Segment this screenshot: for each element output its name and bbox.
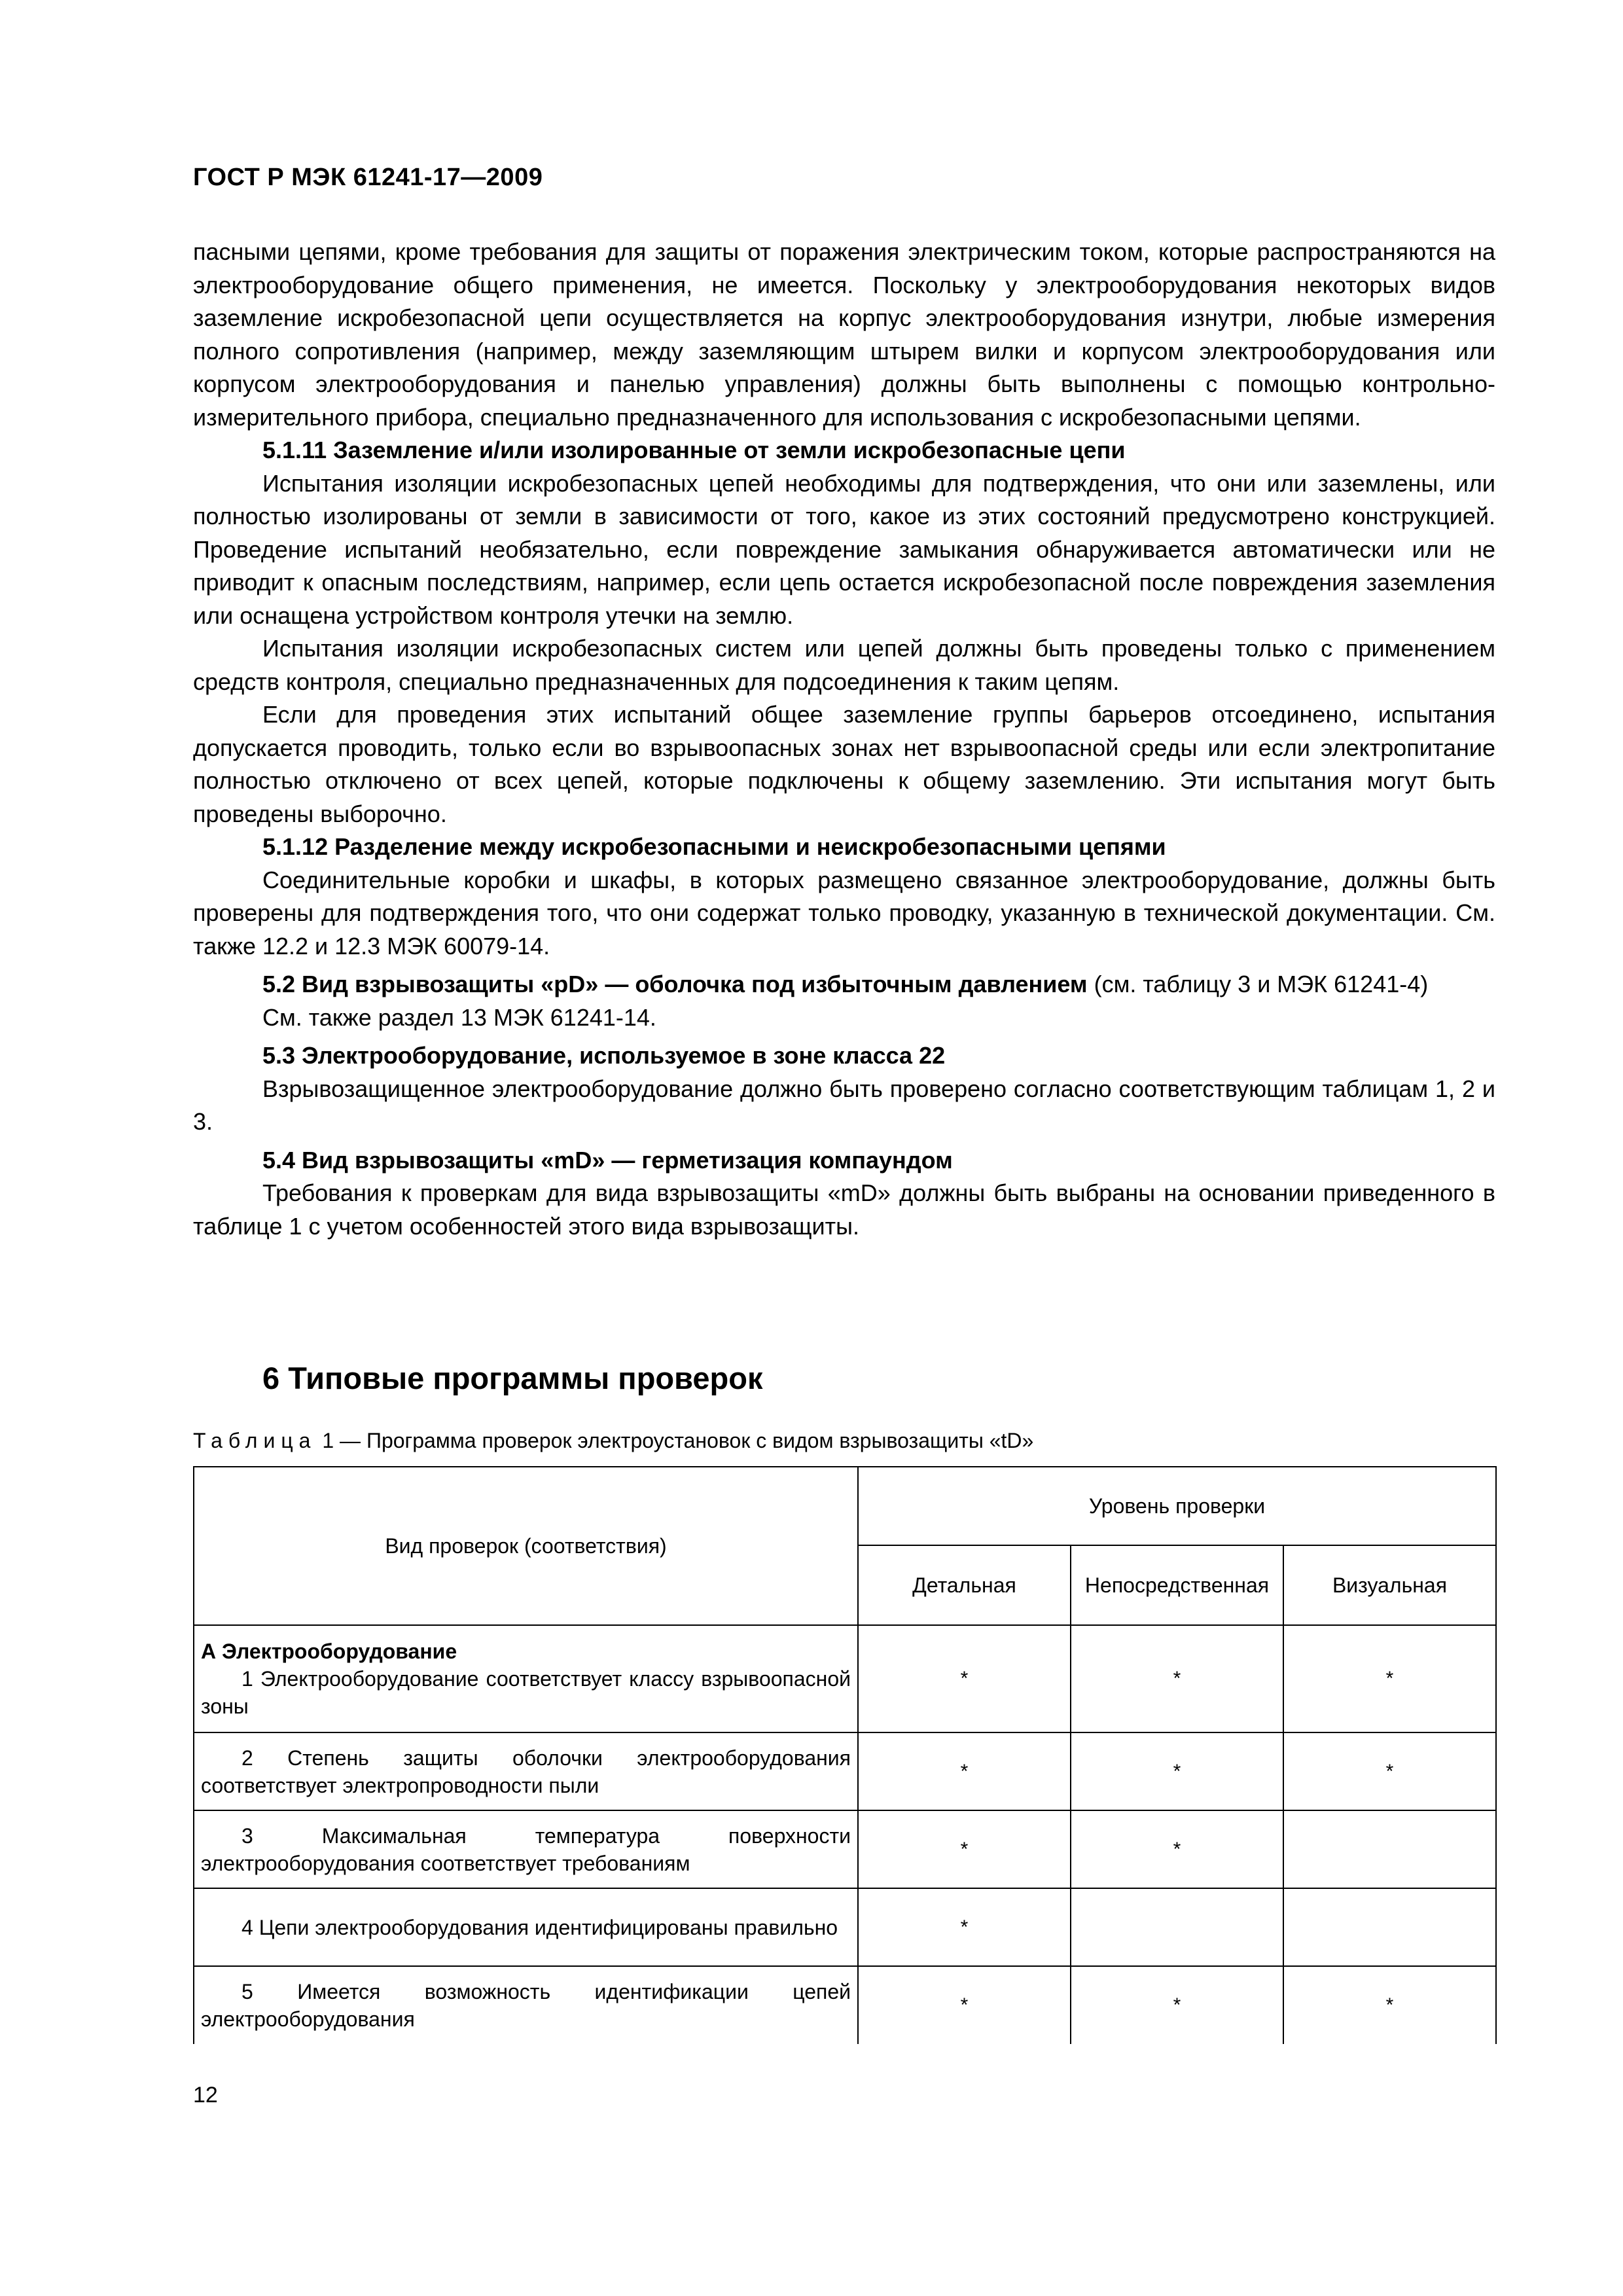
row-1-direct: * [1071, 1625, 1283, 1732]
group-a-heading: А Электрооборудование [201, 1640, 457, 1663]
table-caption-text: 1 — Программа проверок электроустановок с видом взрывозащиты «tD» [322, 1429, 1034, 1452]
row-4-detailed: * [858, 1888, 1071, 1966]
subsection-heading-5-2 [193, 968, 1495, 1001]
row-3-direct: * [1071, 1810, 1283, 1888]
inspection-table [193, 1466, 1497, 2044]
row-text: 4 Цепи электрооборудования идентифицированы правильно [241, 1915, 838, 1939]
header-visual: Визуальная [1283, 1545, 1496, 1625]
row-2-detailed: * [858, 1732, 1071, 1810]
row-2-visual: * [1283, 1732, 1496, 1810]
subsection-heading-5-1-11: 5.1.11 Заземление и/или изолированные от земли искробезопасные цепи [262, 437, 1126, 463]
table-row-3-desc [194, 1810, 858, 1888]
row-5-direct: * [1071, 1966, 1283, 2044]
header-direct: Непосредственная [1071, 1545, 1283, 1625]
paragraph: Испытания изоляции искробезопасных цепей необходимы для подтверждения, что они или заземлены, или полностью изолированы от земли в зависимости от того, какое из этих состояний предусмотрено конструкцией. Проведение испытаний необязательно, если повреждение замыкания обнаруживается автоматически или не приводит к опасным последствиям, например, если цепь остается искробезопасной после повреждения заземления или оснащена устройством контроля утечки на землю. [193, 469, 1495, 629]
table-caption [193, 1429, 1033, 1453]
row-3-detailed: * [858, 1810, 1071, 1888]
row-1-detailed: * [858, 1625, 1071, 1732]
paragraph: Взрывозащищенное электрооборудование должно быть проверено согласно соответствующим таблицам 1, 2 и 3. [193, 1075, 1495, 1135]
row-4-visual [1283, 1888, 1496, 1966]
header-inspection-type: Вид проверок (соответствия) [194, 1467, 858, 1625]
paragraph: Если для проведения этих испытаний общее заземление группы барьеров отсоединено, испытания допускается проводить, только если во взрывоопасных зонах нет взрывоопасной среды или если электропитание полностью отключено от всех цепей, которые подключены к общему заземлению. Эти испытания могут быть проведены выборочно. [193, 701, 1495, 827]
header-inspection-level: Уровень проверки [858, 1467, 1496, 1545]
subsection-heading-5-3: 5.3 Электрооборудование, используемое в зоне класса 22 [262, 1042, 946, 1069]
body-text [193, 236, 1495, 1243]
row-5-detailed: * [858, 1966, 1071, 2044]
paragraph: Испытания изоляции искробезопасных систем или цепей должны быть проведены только с применением средств контроля, специально предназначенных для подсоединения к таким цепям. [193, 635, 1495, 695]
standard-header: ГОСТ Р МЭК 61241-17—2009 [193, 164, 543, 191]
subsection-heading-5-4: 5.4 Вид взрывозащиты «mD» — герметизация компаундом [262, 1146, 953, 1174]
section-heading-6: 6 Типовые программы проверок [262, 1361, 763, 1395]
row-5-visual: * [1283, 1966, 1496, 2044]
row-text: 1 Электрооборудование соответствует классу взрывоопасной зоны [201, 1667, 851, 1718]
row-text: 5 Имеется возможность идентификации цепей электрооборудования [201, 1980, 851, 2031]
heading-5-2-bold: 5.2 Вид взрывозащиты «pD» — оболочка под избыточным давлением [262, 971, 1088, 997]
header-detailed: Детальная [858, 1545, 1071, 1625]
row-text: 2 Степень защиты оболочки электрооборудования соответствует электропроводности пыли [201, 1746, 851, 1797]
paragraph: Соединительные коробки и шкафы, в которых размещено связанное электрооборудование, должны быть проверены для подтверждения того, что они содержат только проводку, указанную в технической документации. См. также 12.2 и 12.3 МЭК 60079-14. [193, 866, 1495, 960]
subsection-heading-5-1-12: 5.1.12 Разделение между искробезопасными и неискробезопасными цепями [262, 833, 1166, 860]
table-row-2-desc [194, 1732, 858, 1810]
row-4-direct [1071, 1888, 1283, 1966]
heading-5-2-rest: (см. таблицу 3 и МЭК 61241-4) [1094, 971, 1429, 997]
table-row-5-desc [194, 1966, 858, 2044]
page-number: 12 [193, 2083, 218, 2108]
table-row-1-desc [194, 1625, 858, 1732]
table-caption-word: Таблица [193, 1429, 317, 1452]
paragraph: Требования к проверкам для вида взрывозащиты «mD» должны быть выбраны на основании приведенного в таблице 1 с учетом особенностей этого вида взрывозащиты. [193, 1179, 1495, 1240]
paragraph: пасными цепями, кроме требования для защиты от поражения электрическим током, которые распространяются на электрооборудование общего применения, не имеется. Поскольку у электрооборудования некоторых видов заземление искробезопасной цепи осуществляется на корпус электрооборудования изнутри, любые измерения полного сопротивления (например, между заземляющим штырем вилки и корпусом электрооборудования или корпусом электрооборудования и панелью управления) должны быть выполнены с помощью контрольно-измерительного прибора, специально предназначенного для использования с искробезопасными цепями. [193, 238, 1495, 431]
row-1-visual: * [1283, 1625, 1496, 1732]
paragraph: См. также раздел 13 МЭК 61241-14. [262, 1003, 656, 1031]
row-3-visual [1283, 1810, 1496, 1888]
table-row-4-desc [194, 1888, 858, 1966]
row-text: 3 Максимальная температура поверхности электрооборудования соответствует требованиям [201, 1823, 851, 1875]
row-2-direct: * [1071, 1732, 1283, 1810]
